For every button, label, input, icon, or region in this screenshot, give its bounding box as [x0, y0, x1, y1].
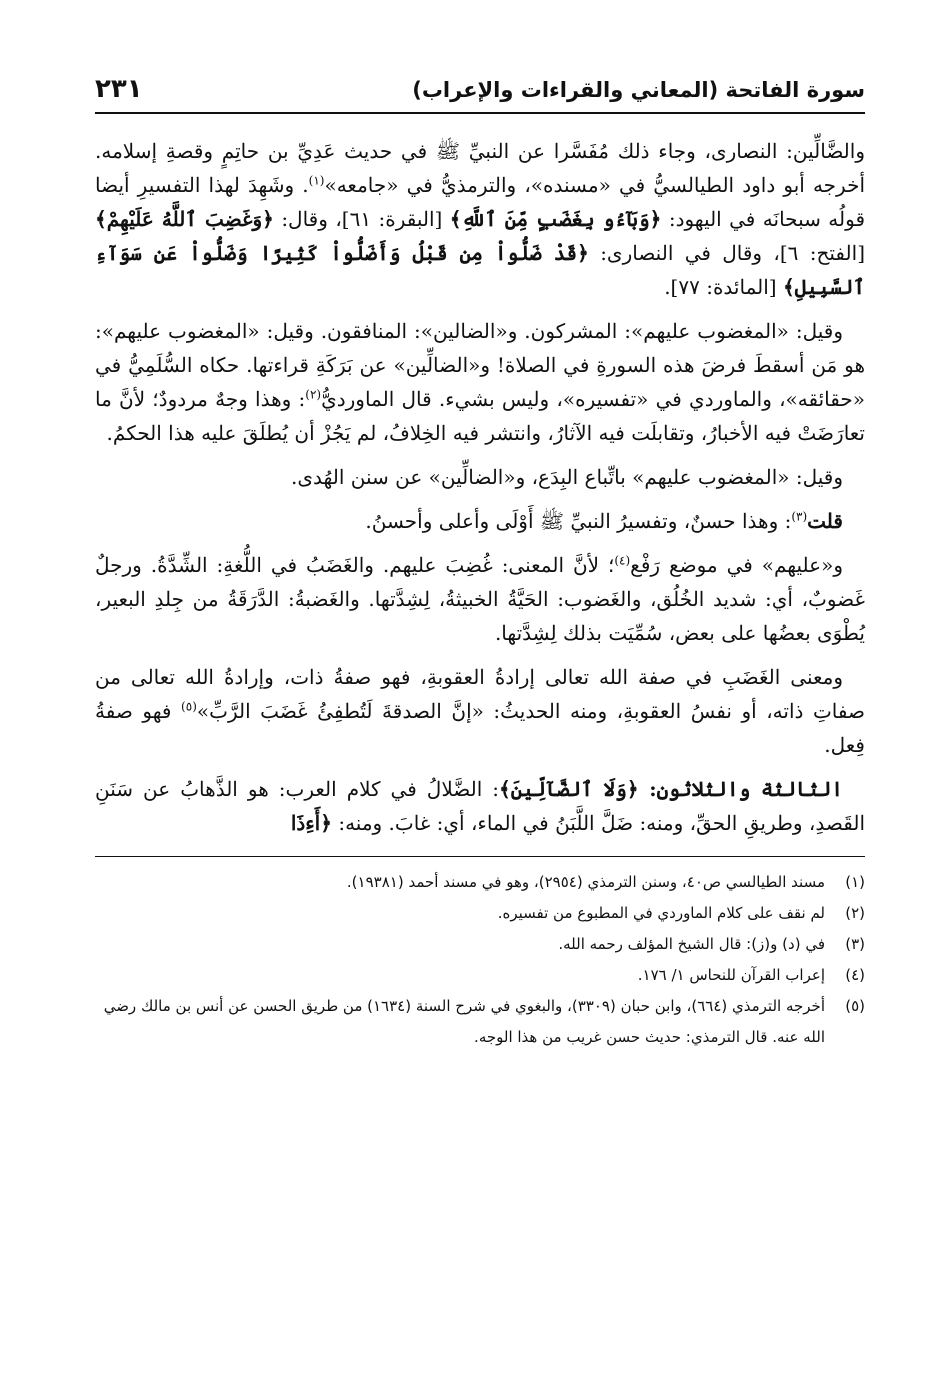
page-number: ٢٣١ [95, 74, 143, 104]
footnote-divider [95, 856, 865, 857]
text-run: والضَّالِّين: النصارى، وجاء ذلك مُفَسَّرا عن النبيِّ ﷺ في حديث عَدِيِّ بن حاتِمٍ وقصةِ إسلامه. أخرجه أبو داود الطيالسيُّ في «مسنده»، والترمذيُّ في «جامعه» [95, 139, 866, 197]
footnote-text: إعراب القرآن للنحاس ١/ ١٧٦. [637, 966, 825, 984]
paragraph [95, 134, 865, 304]
footnote-text: مسند الطيالسي ص٤٠، وسنن الترمذي (٢٩٥٤)، وهو في مسند أحمد (١٩٣٨١). [346, 873, 825, 891]
footnote [95, 991, 865, 1053]
quran-verse: ﴿أَءِذَا [290, 811, 332, 835]
text-run: : وهذا وجهٌ مردودٌ؛ لأنَّ ما تعارَضَتْ فيه الأخبارُ، وتقابلَت فيه الآثارُ، وانتشر فيه الخِلافُ، لم يَجُزْ أن يُطلَقَ عليه هذا الحكمُ. [95, 387, 865, 445]
footnote-number: (٢) [845, 904, 865, 922]
footnote-text: لم نقف على كلام الماوردي في المطبوع من تفسيره. [497, 904, 825, 922]
text-run: فهو صفةُ فِعل. [95, 699, 865, 757]
footnote-text: أخرجه الترمذي (٦٦٤)، وابن حبان (٣٣٠٩)، والبغوي في شرح السنة (١٦٣٤) من طريق الحسن عن أنس بن مالك رضي الله عنه. قال الترمذي: حديث حسن غريب من هذا الوجه. [103, 997, 825, 1046]
main-text [95, 134, 865, 840]
running-title: سورة الفاتحة (المعاني والقراءات والإعراب) [412, 78, 865, 102]
paragraph [95, 548, 865, 650]
quran-verse: ﴿قَدْ ضَلُّواْ مِن قَبْلُ وَأَضَلُّواْ كَثِيرًا وَضَلُّواْ عَن سَوَآءِ ٱلسَّبِيلِ﴾ [95, 241, 865, 299]
footnote-ref: (١) [308, 173, 325, 188]
footnote [95, 898, 865, 929]
text-run: وقيل: «المغضوب عليهم»: المشركون. و«الضالين»: المنافقون. وقيل: «المغضوب عليهم»: هو مَن أسقطَ فرضَ هذه السورةِ في الصلاة! و«الضالِّين» عن بَرَكَةِ قراءتها. حكاه السُّلَمِيُّ في «حقائقه»، والماوردي في «تفسيره»، وليس بشيء. قال الماورديُّ [95, 319, 865, 411]
quran-verse: ﴿وَلَا ٱلضَّآلِّينَ﴾ [499, 777, 639, 801]
footnote-ref: (٢) [305, 387, 322, 402]
text-run: [الفتح: ٦]، وقال في النصارى: [588, 241, 865, 265]
text-run: ؛ لأنَّ المعنى: غُضِبَ عليهم. والغَضَبُ في اللُّغةِ: الشِّدَّةُ. ورجلٌ غَضوبٌ، أي: شديد الخُلُق، والغَضوب: الحَيَّةُ الخبيثةُ، لِشِدَّتها. والغَضبةُ: الدَّرَقَةُ من جِلدِ البعير، يُطْوَى بعضُها على بعض، سُمِّيَت بذلك لِشِدَّتها. [95, 553, 865, 645]
bold-lead: الثالثة والثلاثون: [638, 777, 844, 801]
page-header [95, 60, 865, 114]
text-run: [المائدة: ٧٧]. [664, 275, 783, 299]
paragraph [95, 314, 865, 450]
footnote-number: (٤) [845, 966, 865, 984]
footnote-number: (١) [845, 873, 865, 891]
text-run: ومعنى الغَضَبِ في صفة الله تعالى إرادةُ العقوبةِ، فهو صفةُ ذات، وإرادةُ الله تعالى من صفاتِ ذاته، أو نفسُ العقوبةِ، ومنه الحديثُ: «إنَّ الصدقةَ لَتُطفِئُ غَضَبَ الرَّبِّ» [95, 665, 865, 723]
text-run: و«عليهم» في موضع رَفْع [630, 553, 844, 577]
paragraph [95, 772, 865, 840]
paragraph [95, 660, 865, 762]
footnote [95, 929, 865, 960]
bold-lead: قلت [807, 509, 843, 533]
paragraph [95, 460, 865, 494]
footnotes [95, 867, 865, 1053]
quran-verse: ﴿وَغَضِبَ ٱللَّهُ عَلَيْهِمْ﴾ [95, 207, 274, 231]
footnote-ref: (٤) [614, 553, 631, 568]
text-run: . وشَهِدَ لهذا التفسيرِ أيضا قولُه سبحانَه في اليهود: [95, 173, 866, 231]
paragraph [95, 504, 865, 538]
text-run: : وهذا حسنٌ، وتفسيرُ النبيِّ ﷺ أَوْلَى وأعلى وأحسنُ. [365, 509, 792, 533]
book-page [95, 60, 865, 1053]
text-run: : الضَّلالُ في كلام العرب: هو الذَّهابُ عن سَنَنِ القَصدِ، وطريقِ الحقِّ، ومنه: ضَلَّ اللَّبَنُ في الماء، أي: غابَ. ومنه: [95, 777, 865, 835]
footnote [95, 867, 865, 898]
footnote-number: (٥) [845, 997, 865, 1015]
text-run: وقيل: «المغضوب عليهم» باتِّباع البِدَع، و«الضالِّين» عن سنن الهُدى. [291, 465, 843, 489]
text-run: [البقرة: ٦١]، وقال: [273, 207, 450, 231]
footnote-ref: (٥) [181, 699, 197, 714]
footnote-ref: (٣) [791, 509, 808, 524]
footnote [95, 960, 865, 991]
footnote-number: (٣) [845, 935, 865, 953]
footnote-text: في (د) و(ز): قال الشيخ المؤلف رحمه الله. [558, 935, 825, 953]
quran-verse: ﴿وَبَآءُو بِغَضَبٍ مِّنَ ٱللَّهِ﴾ [449, 207, 662, 231]
